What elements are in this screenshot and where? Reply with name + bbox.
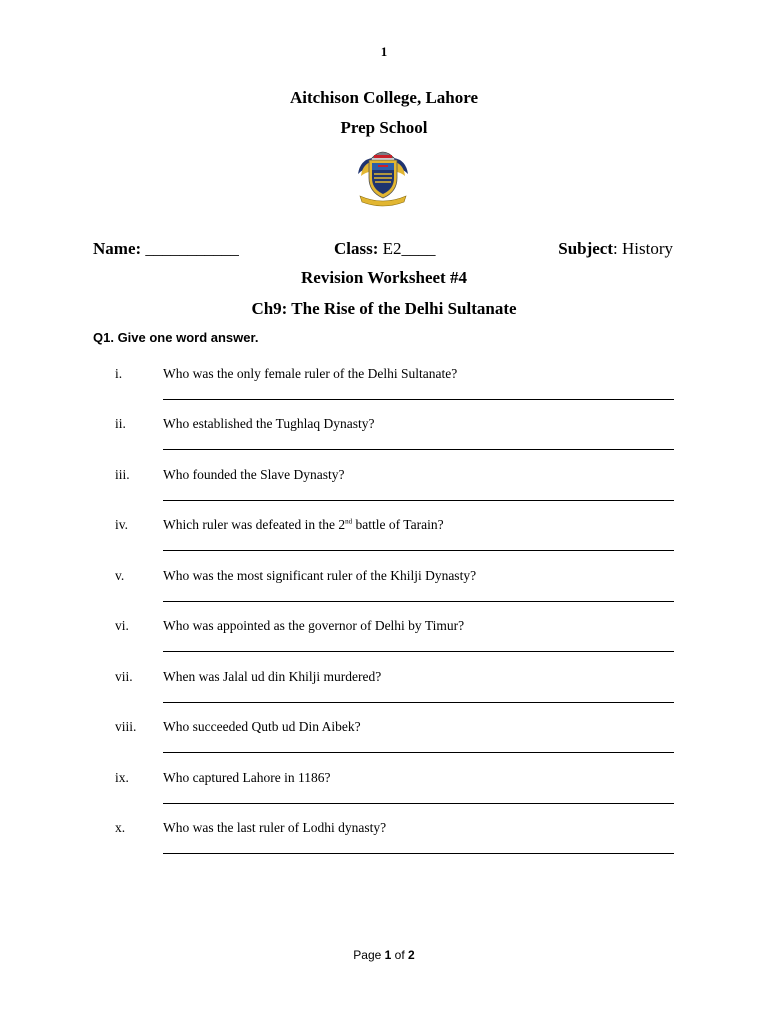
question-number: ix. — [115, 770, 129, 785]
question-text: Who established the Tughlaq Dynasty? — [163, 416, 375, 431]
question-number: ii. — [115, 416, 126, 431]
question-text: Who was appointed as the governor of Delhi by Timur? — [163, 618, 465, 633]
question-text-end: battle of Tarain? — [352, 517, 444, 532]
question-number: iv. — [115, 517, 128, 532]
class-value: E2____ — [382, 239, 436, 258]
question-item — [0, 366, 768, 416]
subject-label: Subject — [558, 239, 614, 258]
question-item — [0, 568, 768, 618]
subject-field — [558, 239, 673, 259]
footer-of-word: of — [391, 948, 409, 962]
question-number: vii. — [115, 669, 133, 684]
student-info-row — [93, 239, 673, 261]
question-text: Who founded the Slave Dynasty? — [163, 467, 345, 482]
question-text: Who was the most significant ruler of the Khilji Dynasty? — [163, 568, 477, 583]
footer-page-word: Page — [353, 948, 385, 962]
school-name: Aitchison College, Lahore — [289, 88, 479, 107]
question-text: Who captured Lahore in 1186? — [163, 770, 331, 785]
name-blank: ___________ — [145, 239, 239, 258]
answer-line[interactable] — [163, 601, 674, 602]
class-label: Class: — [334, 239, 379, 258]
school-crest-icon — [352, 146, 414, 210]
question-item — [0, 820, 768, 870]
class-field[interactable] — [334, 239, 436, 259]
question-item — [0, 669, 768, 719]
worksheet-title: Revision Worksheet #4 — [301, 268, 467, 287]
question-number: v. — [115, 568, 125, 583]
page-number: 1 — [380, 44, 388, 59]
question-text-start: Which ruler was defeated in the 2 — [163, 517, 346, 532]
question-text — [163, 517, 444, 533]
footer-current-page: 1 — [384, 948, 392, 962]
school-section: Prep School — [340, 118, 428, 137]
chapter-title: Ch9: The Rise of the Delhi Sultanate — [251, 299, 517, 318]
footer-total-pages: 2 — [408, 948, 415, 962]
question-text: Who was the last ruler of Lodhi dynasty? — [163, 820, 387, 835]
question-text: Who was the only female ruler of the Delhi Sultanate? — [163, 366, 458, 381]
question-number: vi. — [115, 618, 129, 633]
question-heading: Q1. Give one word answer. — [93, 330, 259, 345]
question-item — [0, 770, 768, 820]
question-item — [0, 517, 768, 567]
page-footer — [0, 948, 768, 962]
answer-line[interactable] — [163, 399, 674, 400]
question-item — [0, 618, 768, 668]
question-text: Who succeeded Qutb ud Din Aibek? — [163, 719, 361, 734]
subject-value: : History — [613, 239, 673, 258]
answer-line[interactable] — [163, 449, 674, 450]
answer-line[interactable] — [163, 500, 674, 501]
answer-line[interactable] — [163, 550, 674, 551]
question-number: iii. — [115, 467, 130, 482]
question-number: x. — [115, 820, 126, 835]
ordinal-suffix: nd — [345, 517, 353, 526]
question-number: i. — [115, 366, 123, 381]
name-label: Name: — [93, 239, 142, 258]
answer-line[interactable] — [163, 651, 674, 652]
question-item — [0, 467, 768, 517]
answer-line[interactable] — [163, 752, 674, 753]
answer-line[interactable] — [163, 853, 674, 854]
name-field[interactable] — [93, 239, 239, 259]
answer-line[interactable] — [163, 803, 674, 804]
question-text: When was Jalal ud din Khilji murdered? — [163, 669, 382, 684]
question-number: viii. — [115, 719, 137, 734]
question-item — [0, 416, 768, 466]
question-item — [0, 719, 768, 769]
answer-line[interactable] — [163, 702, 674, 703]
